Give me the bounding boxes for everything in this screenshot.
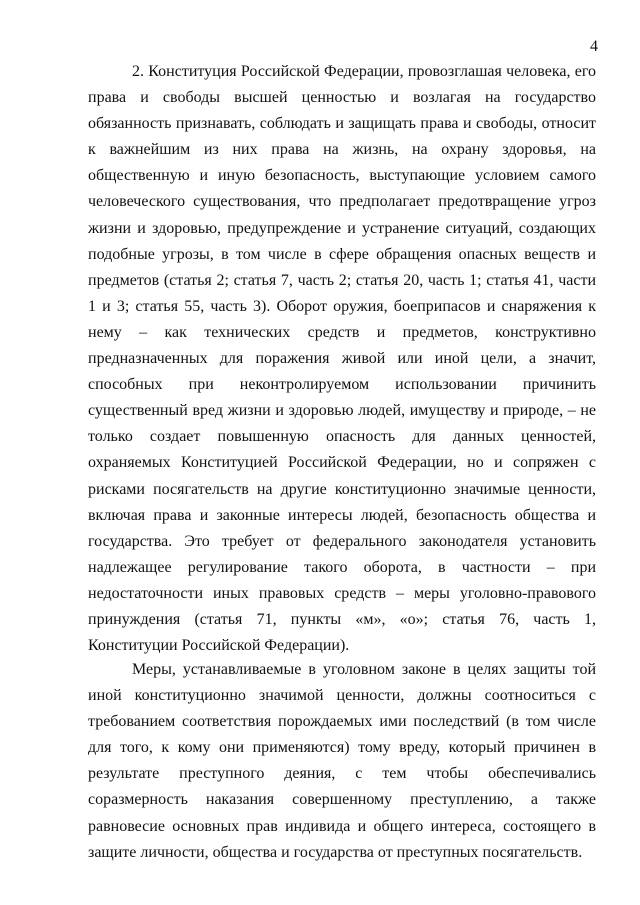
text-line: предметов (статья 2; статья 7, часть 2; статья 20, часть 1; статья 41, части — [88, 271, 596, 289]
text-line: иной конституционно значимой ценности, должны соотноситься с — [88, 687, 596, 705]
paragraph-criminal-measures — [88, 657, 596, 866]
text-line: для того, к кому они применяются) тому вреду, который причинен в — [88, 739, 596, 757]
text-line: только создает повышенную опасность для данных ценностей, — [88, 428, 596, 446]
text-line: 2. Конституция Российской Федерации, провозглашая человека, его — [132, 63, 596, 80]
text-line: человеческого существования, что предполагает предотвращение угроз — [88, 193, 596, 211]
text-line: способных при неконтролируемом использовании причинить — [88, 376, 596, 394]
text-line: обязанность признавать, соблюдать и защищать права и свободы, относит — [88, 115, 596, 133]
text-line: равновесие основных прав индивида и общего интереса, состоящего в — [88, 817, 596, 835]
text-line: принуждения (статья 71, пункты «м», «о»; статья 76, часть 1, — [88, 610, 596, 628]
text-line: 1 и 3; статья 55, часть 3). Оборот оружия, боеприпасов и снаряжения к — [88, 297, 596, 315]
text-line: предназначенных для поражения живой или иной цели, а значит, — [88, 350, 596, 368]
text-line: надлежащее регулирование такого оборота, в частности – при — [88, 558, 596, 576]
page-number: 4 — [590, 38, 598, 55]
text-line: требованием соответствия порождаемых ими последствий (в том числе — [88, 713, 596, 731]
text-line: Меры, устанавливаемые в уголовном законе в целях защиты той — [132, 661, 596, 678]
text-line: охраняемых Конституцией Российской Федерации, но и сопряжен с — [88, 454, 596, 472]
text-line: жизни и здоровью, предупреждение и устранение ситуаций, создающих — [88, 219, 596, 237]
paragraph-constitution-rights — [88, 59, 596, 659]
text-line: защите личности, общества и государства от преступных посягательств. — [88, 843, 583, 861]
text-line: нему – как технических средств и предметов, конструктивно — [88, 323, 596, 341]
text-line: Конституции Российской Федерации). — [88, 637, 350, 655]
text-line: государства. Это требует от федерального законодателя установить — [88, 532, 596, 550]
text-line: рисками посягательств на другие конституционно значимые ценности, — [88, 480, 596, 498]
text-line: включая права и законные интересы людей, безопасность общества и — [88, 506, 596, 524]
text-line: подобные угрозы, в том числе в сфере обращения опасных веществ и — [88, 245, 596, 263]
text-line: результате преступного деяния, с тем чтобы обеспечивались — [88, 765, 596, 783]
text-line: права и свободы высшей ценностью и возлагая на государство — [88, 89, 596, 107]
text-line: недостаточности иных правовых средств – меры уголовно-правового — [88, 584, 596, 602]
text-line: к важнейшим из них права на жизнь, на охрану здоровья, на — [88, 141, 596, 159]
text-line: существенный вред жизни и здоровью людей, имуществу и природе, – не — [88, 402, 596, 420]
text-line: соразмерность наказания совершенному преступлению, а также — [88, 791, 596, 809]
text-line: общественную и иную безопасность, выступающие условием самого — [88, 167, 596, 185]
